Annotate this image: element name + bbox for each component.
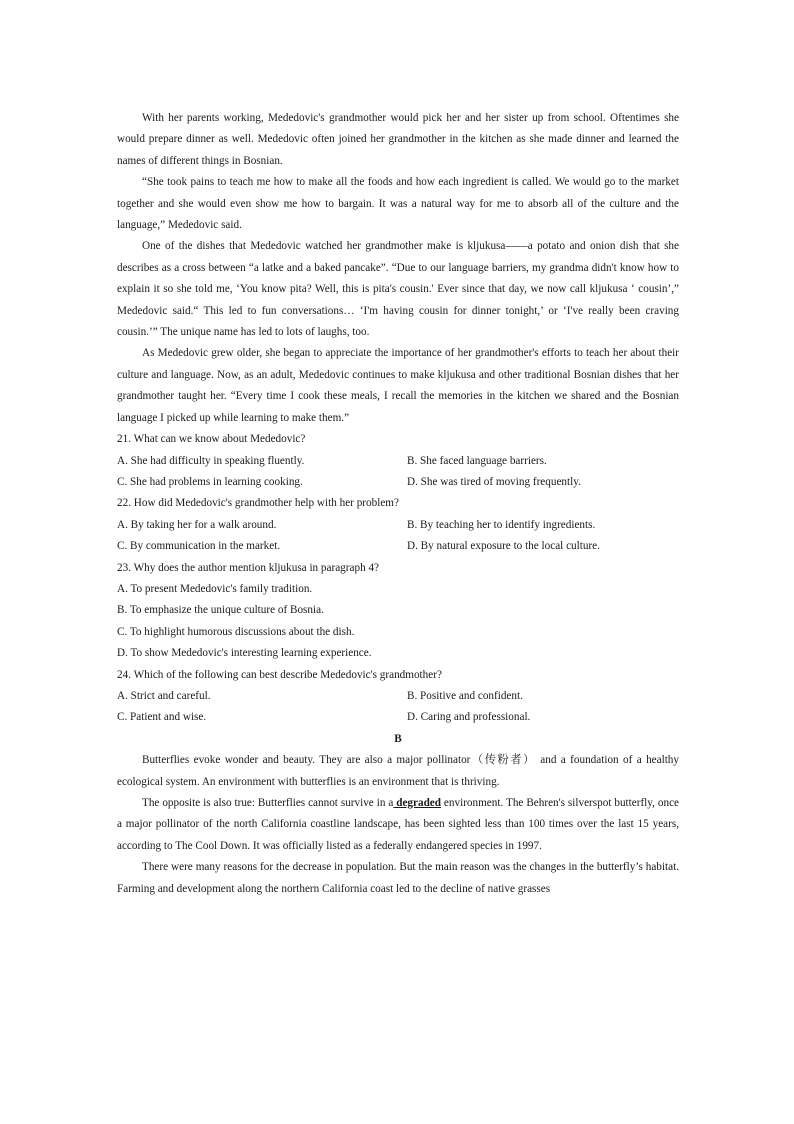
question-24-option-c: C. Patient and wise.	[117, 711, 207, 724]
question-23-stem: 23. Why does the author mention kljukusa in paragraph 4?	[117, 561, 380, 574]
question-22-option-d: D. By natural exposure to the local culture.	[407, 540, 600, 553]
question-24-options-row-2	[117, 707, 679, 728]
section-b-heading: B	[394, 732, 402, 745]
question-21-option-c: C. She had problems in learning cooking.	[117, 475, 303, 488]
question-24-option-a: A. Strict and careful.	[117, 689, 211, 702]
question-24-stem: 24. Which of the following can best describe Mededovic's grandmother?	[117, 668, 442, 681]
passage-a-paragraph-2: “She took pains to teach me how to make all the foods and how each ingredient is called. We would go to the market together and she would even show me how to bargain. It was a natural way for me to absorb all of the culture and the language,” Mededovic said.	[117, 176, 679, 232]
question-23-option-b: B. To emphasize the unique culture of Bosnia.	[117, 604, 324, 617]
question-21-options-row-1	[117, 451, 679, 472]
passage-a-paragraph-1: With her parents working, Mededovic's grandmother would pick her and her sister up from school. Oftentimes she would prepare dinner as well. Mededovic often joined her grandmother in the kitchen as she made dinner and learned the names of different things in Bosnian.	[117, 112, 679, 167]
question-22-option-c: C. By communication in the market.	[117, 540, 281, 553]
question-23-option-d: D. To show Mededovic's interesting learning experience.	[117, 647, 372, 660]
question-24-option-d: D. Caring and professional.	[407, 711, 531, 724]
exam-page	[117, 108, 679, 900]
question-22-stem: 22. How did Mededovic's grandmother help with her problem?	[117, 497, 399, 510]
passage-b-paragraph-2-start: The opposite is also true: Butterflies cannot survive in a	[142, 797, 394, 809]
question-23-option-c: C. To highlight humorous discussions about the dish.	[117, 625, 355, 638]
question-22-options-row-2	[117, 536, 679, 557]
question-21-option-d: D. She was tired of moving frequently.	[407, 475, 581, 488]
question-22-options-row-1	[117, 515, 679, 536]
passage-a-paragraph-3: One of the dishes that Mededovic watched her grandmother make is kljukusa——a potato and onion dish that she describes as a cross between “a latke and a baked pancake”. “Due to our language barriers, my grandma didn't know how to explain it so she told me, ‘You know pita? Well, this is pita's cousin.' Ever since that day, we now call kljukusa ‘ cousin’,” Mededovic said.“ This led to fun conversations… ‘I'm having cousin for dinner tonight,’ or ‘I've really been craving cousin.’” The unique name has led to lots of laughs, too.	[117, 240, 679, 339]
passage-b-paragraph-2	[117, 793, 679, 857]
question-24-option-b: B. Positive and confident.	[407, 689, 523, 702]
question-22-option-b: B. By teaching her to identify ingredients.	[407, 518, 596, 531]
question-23-option-a: A. To present Mededovic's family tradition.	[117, 582, 313, 595]
question-21-stem: 21. What can we know about Mededovic?	[117, 433, 306, 446]
passage-b-paragraph-1: Butterflies evoke wonder and beauty. They are also a major pollinator（传粉者） and a foundation of a healthy ecological system. An environment with butterflies is an environment that is thriving.	[117, 754, 679, 788]
question-21-options-row-2	[117, 472, 679, 493]
passage-b-paragraph-3: There were many reasons for the decrease in population. But the main reason was the changes in the butterfly’s habitat. Farming and development along the northern California coast led to the decline of native grasses	[117, 861, 679, 895]
question-24-options-row-1	[117, 686, 679, 707]
passage-b-paragraph-2-end: environment. The Behren's silverspot butterfly, once a major pollinator of the north California coastline landscape, has been sighted less than 100 times over the last 15 years, according to The Cool Down. It was officially listed as a federally endangered species in 1997.	[117, 797, 680, 852]
question-22-option-a: A. By taking her for a walk around.	[117, 518, 277, 531]
passage-a-paragraph-4: As Mededovic grew older, she began to appreciate the importance of her grandmother's efforts to teach her about their culture and language. Now, as an adult, Mededovic continues to make kljukusa and other traditional Bosnian dishes that her grandmother taught her. “Every time I cook these meals, I recall the memories in the kitchen we shared and the Bosnian language I picked up while learning to make them.”	[117, 347, 679, 424]
question-21-option-a: A. She had difficulty in speaking fluently.	[117, 454, 305, 467]
question-21-option-b: B. She faced language barriers.	[407, 454, 547, 467]
underlined-word-degraded: degraded	[393, 797, 441, 809]
